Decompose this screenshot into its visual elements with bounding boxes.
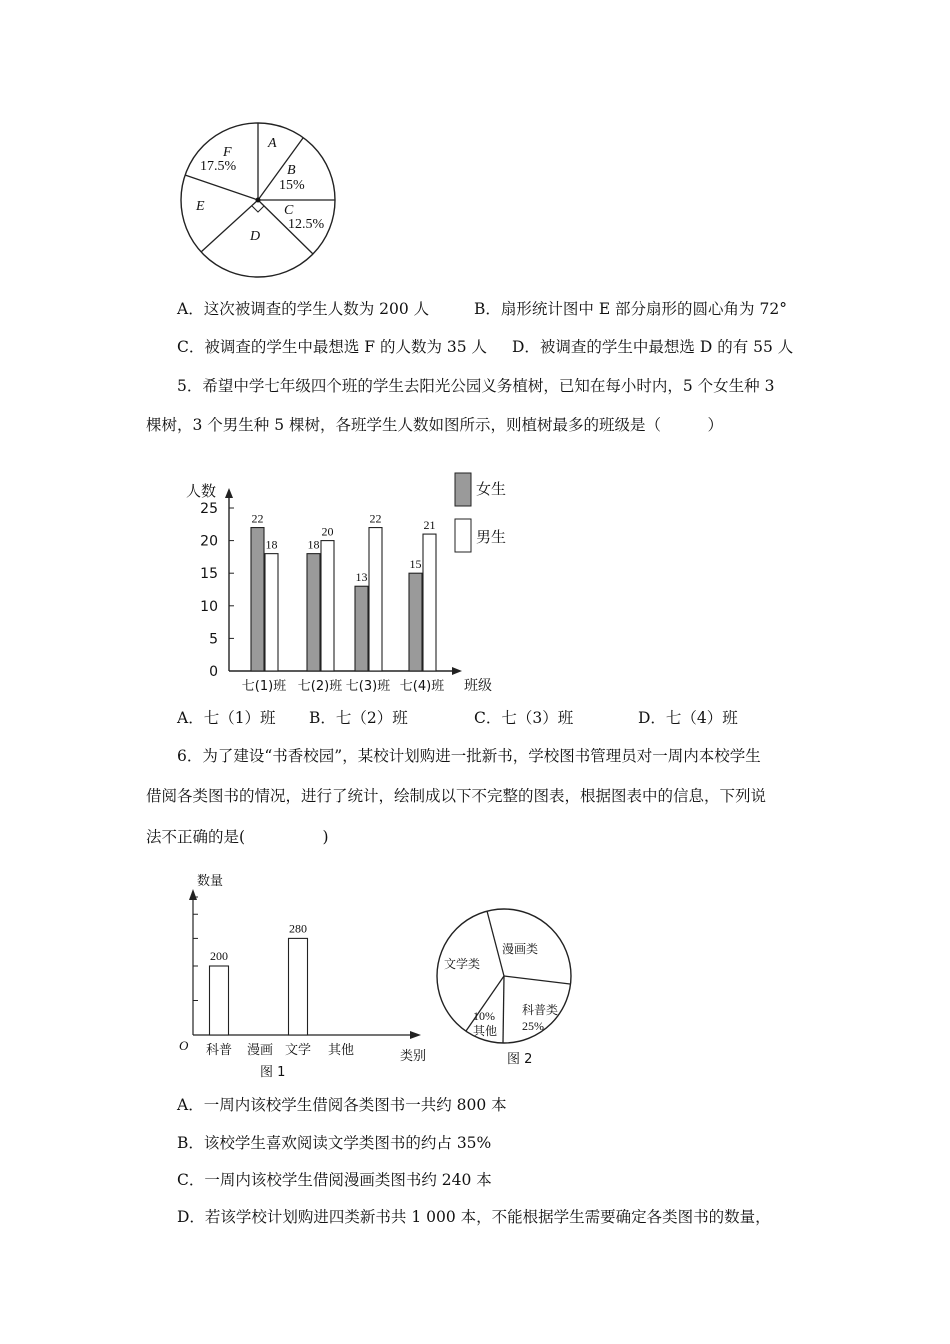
bar1-data-label: 18 (307, 537, 320, 552)
pie2-label-wenxue: 文学类 (444, 957, 481, 971)
bar2-data-label: 200 (210, 949, 228, 963)
q5-option-d: D．七（4）班 (638, 709, 738, 727)
pie2-percent-qita: 10% (473, 1009, 495, 1023)
bar1-category-label: 七(1)班 (241, 679, 287, 694)
bar1-category-label: 七(2)班 (297, 679, 343, 694)
pie2-label-manhua: 漫画类 (502, 942, 539, 956)
pie1-percent-b: 15% (279, 178, 305, 193)
pie1-label-e: E (196, 199, 205, 214)
bar1-ytick-label: 25 (200, 501, 218, 517)
q5-option-c: C．七（3）班 (474, 709, 574, 727)
bar1-ytick-label: 0 (209, 664, 218, 680)
q6-text-line-3: 法不正确的是( ) (146, 828, 329, 846)
bar2-category-label: 漫画 (246, 1043, 274, 1058)
bar2-origin-label: O (179, 1038, 189, 1053)
bar1-ytick-label: 5 (209, 631, 218, 648)
bar1-category-label: 七(4)班 (399, 679, 445, 694)
bar1-ytick-label: 20 (200, 533, 218, 550)
bar2-caption: 图 1 (260, 1065, 286, 1080)
bar1-data-label: 20 (321, 524, 334, 539)
q6-text-line-1: 6．为了建设“书香校园”，某校计划购进一批新书，学校图书管理员对一周内本校学生 (177, 747, 761, 765)
q6-option-c: C．一周内该校学生借阅漫画类图书约 240 本 (177, 1171, 492, 1189)
bar1-ytick-label: 15 (200, 566, 218, 583)
q6-text-line-2: 借阅各类图书的情况，进行了统计，绘制成以下不完整的图表，根据图表中的信息，下列说 (146, 787, 767, 805)
q6-option-b: B．该校学生喜欢阅读文学类图书的约占 35% (177, 1134, 492, 1152)
q6-option-d: D．若该学校计划购进四类新书共 1 000 本，不能根据学生需要确定各类图书的数量， (177, 1208, 771, 1226)
q5-text-line-2: 棵树，3 个男生种 5 棵树，各班学生人数如图所示，则植树最多的班级是（ ） (146, 416, 724, 434)
bar1-xlabel: 班级 (464, 678, 492, 694)
bar1-data-label: 13 (355, 570, 368, 585)
q4-option-b: B．扇形统计图中 E 部分扇形的圆心角为 72° (474, 300, 787, 318)
pie1-percent-c: 12.5% (288, 217, 325, 232)
q4-option-c: C．被调查的学生中最想选 F 的人数为 35 人 (177, 338, 488, 356)
pie1-label-a: A (268, 136, 277, 151)
q5-option-b: B．七（2）班 (309, 709, 408, 727)
pie1-label-b: B (287, 163, 296, 178)
pie1-label-d: D (250, 229, 261, 244)
pie2-radius-bottom (503, 976, 504, 1043)
bar1-category-label: 七(3)班 (345, 679, 391, 694)
pie2-caption: 图 2 (507, 1052, 533, 1067)
q4-option-a: A．这次被调查的学生人数为 200 人 (177, 300, 430, 318)
bar1-ylabel: 人数 (186, 482, 217, 500)
bar1-data-label: 22 (369, 511, 382, 526)
pie1-label-c: C (284, 203, 294, 218)
bar2-ylabel: 数量 (197, 874, 224, 889)
bar1-data-label: 15 (409, 557, 422, 572)
bar2-category-label: 文学 (284, 1043, 312, 1058)
bar2-xlabel: 类别 (400, 1049, 427, 1064)
bar1-data-label: 18 (265, 537, 278, 552)
q5-text-line-1: 5．希望中学七年级四个班的学生去阳光公园义务植树，已知在每小时内，5 个女生种 3 (177, 377, 775, 395)
pie2-radius-right (504, 976, 570, 984)
bar2-category-label: 其他 (327, 1043, 355, 1058)
q6-option-a: A．一周内该校学生借阅各类图书一共约 800 本 (177, 1096, 507, 1114)
pie2-label-kepu: 科普类 (522, 1003, 559, 1017)
q5-option-a: A．七（1）班 (177, 709, 276, 727)
pie1-label-f: F (223, 145, 232, 160)
legend-label-male: 男生 (476, 528, 507, 546)
legend-label-female: 女生 (476, 480, 507, 498)
q4-option-d: D．被调查的学生中最想选 D 的有 55 人 (512, 338, 794, 356)
pie2-percent-kepu: 25% (522, 1019, 544, 1033)
pie1-percent-f: 17.5% (200, 159, 237, 174)
bar2-category-label: 科普 (205, 1043, 233, 1058)
pie2-label-qita: 其他 (473, 1024, 498, 1038)
bar2-data-label: 280 (289, 921, 307, 936)
bar1-data-label: 21 (423, 518, 436, 533)
bar1-data-label: 22 (251, 511, 264, 526)
bar1-ytick-label: 10 (200, 598, 218, 615)
